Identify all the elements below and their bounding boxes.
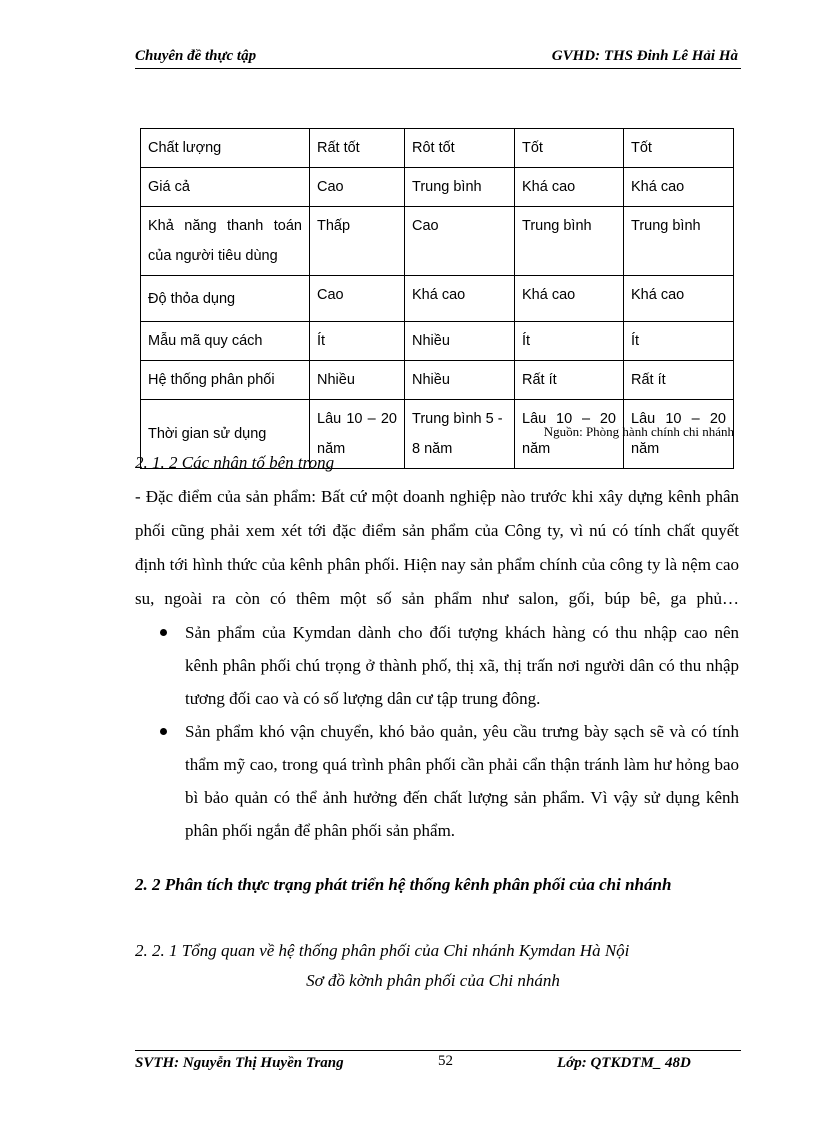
comparison-table [140,128,734,469]
list-item [135,616,739,715]
table-cell: Trung bình [515,207,624,276]
row-label: Độ thỏa dụng [141,276,310,322]
table-cell: Rất ít [624,361,734,400]
table-cell: Ít [624,322,734,361]
footer-class: Lớp: QTKDTM_ 48D [557,1055,691,1071]
table-cell: Tốt [624,129,734,168]
table-cell: Cao [405,207,515,276]
list-item [135,715,739,847]
section-heading-2-1-2: 2. 1. 2 Các nhân tố bên trong [135,453,335,472]
table-cell: Nhiều [405,361,515,400]
table-cell: Nhiều [310,361,405,400]
product-characteristics-section [135,480,739,847]
table-cell: Lâu 10 – 20 năm [515,400,624,469]
header-supervisor: GVHD: THS Đinh Lê Hải Hà [551,48,738,64]
table-cell: Trung bình 5 - 8 năm [405,400,515,469]
table-cell: Trung bình [405,168,515,207]
bullet-text: Sản phẩm của Kymdan dành cho đối tượng khách hàng có thu nhập cao nên kênh phân phối chú trọng ở thành phố, thị xã, thị trấn nơi người dân có thu nhập tương đối cao và có số lượng dân cư tập trung đông. [185,623,739,708]
table-source-note: Nguồn: Phòng hành chính chi nhánh [543,424,734,439]
table-cell: Thấp [310,207,405,276]
section-heading-2-2: 2. 2 Phân tích thực trạng phát triển hệ thống kênh phân phối của chi nhánh [135,875,672,894]
bullet-icon [160,728,167,735]
table-row [141,168,734,207]
table-row [141,129,734,168]
table-cell: Khá cao [624,276,734,322]
table-cell: Cao [310,276,405,322]
table-cell: Khá cao [515,276,624,322]
section-heading-2-2-1: 2. 2. 1 Tổng quan về hệ thống phân phối của Chi nhánh Kymdan Hà Nội [135,941,630,960]
table-cell: Ít [515,322,624,361]
product-characteristics-paragraph: - Đặc điểm của sản phẩm: Bất cứ một doanh nghiệp nào trước khi xây dựng kênh phân phối cũng phải xem xét tới đặc điểm sản phẩm của Công ty, vì nú có tính chất quyết định tới hình thức của kênh phân phối. Hiện nay sản phẩm chính của công ty là nệm cao su, ngoài ra còn có thêm một số sản phẩm như salon, gối, búp bê, ga phủ… [135,487,739,608]
row-label: Mẫu mã quy cách [141,322,310,361]
row-label: Khả năng thanh toán của người tiêu dùng [141,207,310,276]
diagram-title: Sơ đồ kờnh phân phối của Chi nhánh [306,971,560,990]
footer-student: SVTH: Nguyễn Thị Huyền Trang [135,1055,344,1071]
table-cell: Lâu 10 – 20 năm [310,400,405,469]
header-doc-type: Chuyên đề thực tập [135,48,257,64]
table-cell: Tốt [515,129,624,168]
table-row [141,276,734,322]
bullet-icon [160,629,167,636]
page-number: 52 [438,1053,453,1069]
table-cell: Ít [310,322,405,361]
row-label: Giá cả [141,168,310,207]
row-label: Thời gian sử dụng [141,400,310,469]
table-cell: Rôt tốt [405,129,515,168]
row-label: Hệ thống phân phối [141,361,310,400]
table-cell: Nhiều [405,322,515,361]
table-cell: Rất tốt [310,129,405,168]
table-cell: Khá cao [405,276,515,322]
table-row [141,322,734,361]
page-header [135,48,741,69]
row-label: Chất lượng [141,129,310,168]
bullet-list [135,616,739,847]
table-cell: Trung bình [624,207,734,276]
table-cell: Rất ít [515,361,624,400]
footer-divider [135,1050,741,1051]
bullet-text: Sản phẩm khó vận chuyển, khó bảo quản, yêu cầu trưng bày sạch sẽ và có tính thẩm mỹ cao, trong quá trình phân phối cần phải cẩn thận tránh làm hư hỏng bao bì bảo quản có thể ảnh hưởng đến chất lượng sản phẩm. Vì vậy sử dụng kênh phân phối ngắn để phân phối sản phẩm. [185,722,739,840]
table-row [141,207,734,276]
table-row [141,361,734,400]
table-cell: Cao [310,168,405,207]
table-cell: Khá cao [624,168,734,207]
table-cell: Khá cao [515,168,624,207]
table-cell: Lâu 10 – 20 năm [624,400,734,469]
